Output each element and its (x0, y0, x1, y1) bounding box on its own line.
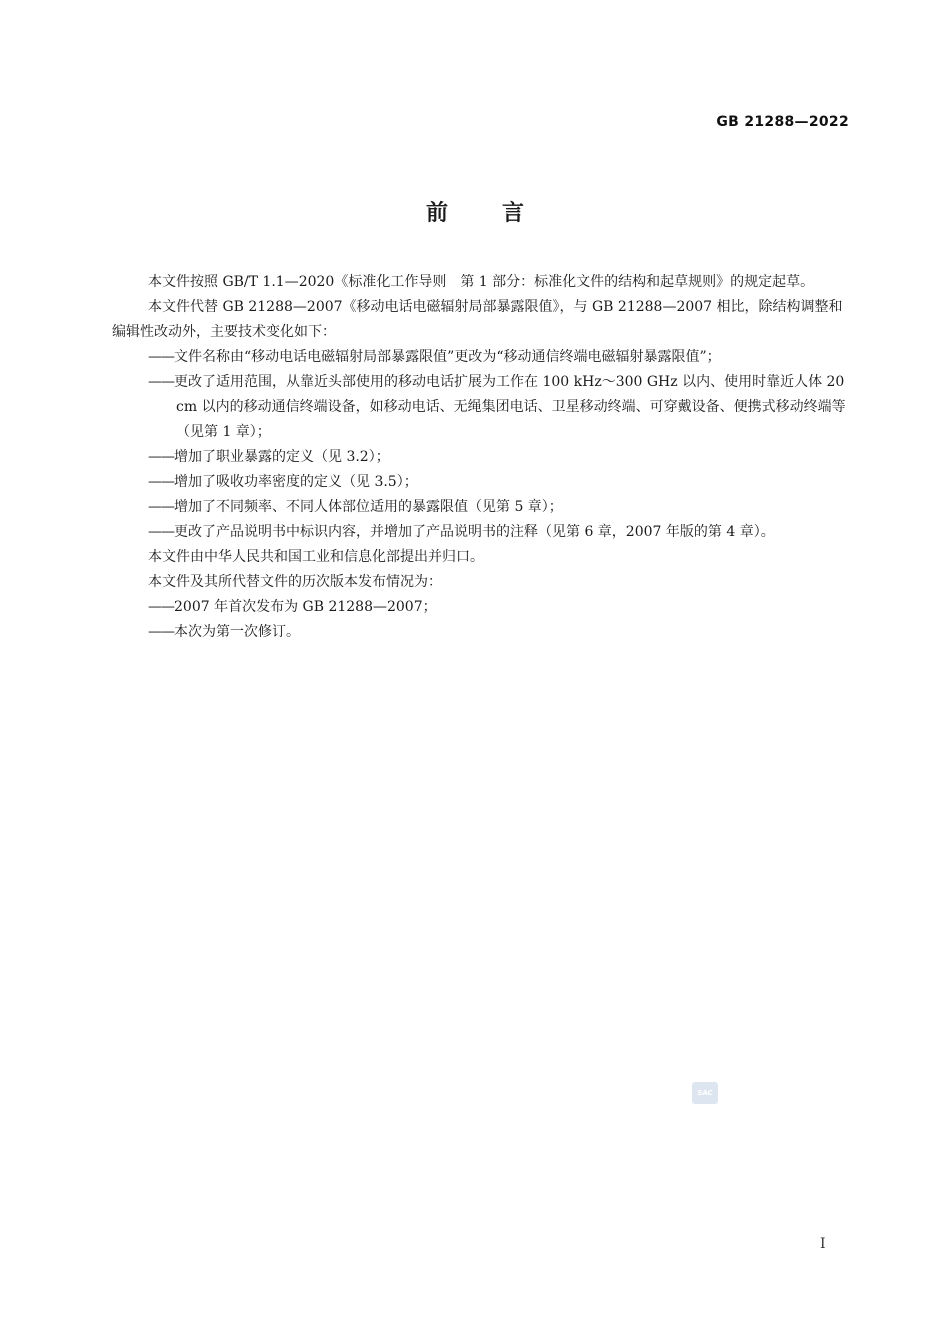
list-item: ——增加了吸收功率密度的定义（见 3.5）； (148, 474, 418, 490)
list-item: ——更改了适用范围，从靠近头部使用的移动电话扩展为工作在 100 kHz～300 GHz 以内、使用时靠近人体 20 cm 以内的移动通信终端设备，如移动电话、无绳集团电话、卫星移动终端、可穿戴设备、便携式移动终端等（见第 1 章）； (148, 374, 846, 440)
list-item: ——文件名称由“移动电话电磁辐射局部暴露限值”更改为“移动通信终端电磁辐射暴露限值”； (148, 349, 721, 365)
page-title (0, 196, 950, 227)
title-char-1: 前 (425, 201, 448, 226)
list-item: ——本次为第一次修订。 (148, 624, 300, 640)
list-item: ——更改了产品说明书中标识内容，并增加了产品说明书的注释（见第 6 章，2007 年版的第 4 章）。 (148, 524, 775, 540)
paragraph-replacement: 本文件代替 GB 21288—2007《移动电话电磁辐射局部暴露限值》，与 GB 21288—2007 相比，除结构调整和编辑性改动外，主要技术变化如下： (112, 299, 843, 340)
page-number: I (820, 1236, 826, 1252)
sac-logo-icon: SAC (692, 1082, 718, 1104)
list-item: ——2007 年首次发布为 GB 21288—2007； (148, 599, 437, 615)
foreword-body (112, 270, 850, 645)
paragraph-proposer: 本文件由中华人民共和国工业和信息化部提出并归口。 (148, 549, 484, 565)
title-char-2: 言 (502, 201, 525, 226)
standard-code: GB 21288—2022 (716, 114, 849, 130)
list-item: ——增加了职业暴露的定义（见 3.2）； (148, 449, 390, 465)
paragraph-drafting-basis: 本文件按照 GB/T 1.1—2020《标准化工作导则 第 1 部分：标准化文件的结构和起草规则》的规定起草。 (148, 274, 815, 290)
list-item: ——增加了不同频率、不同人体部位适用的暴露限值（见第 5 章）； (148, 499, 563, 515)
paragraph-history-intro: 本文件及其所代替文件的历次版本发布情况为： (148, 574, 442, 590)
